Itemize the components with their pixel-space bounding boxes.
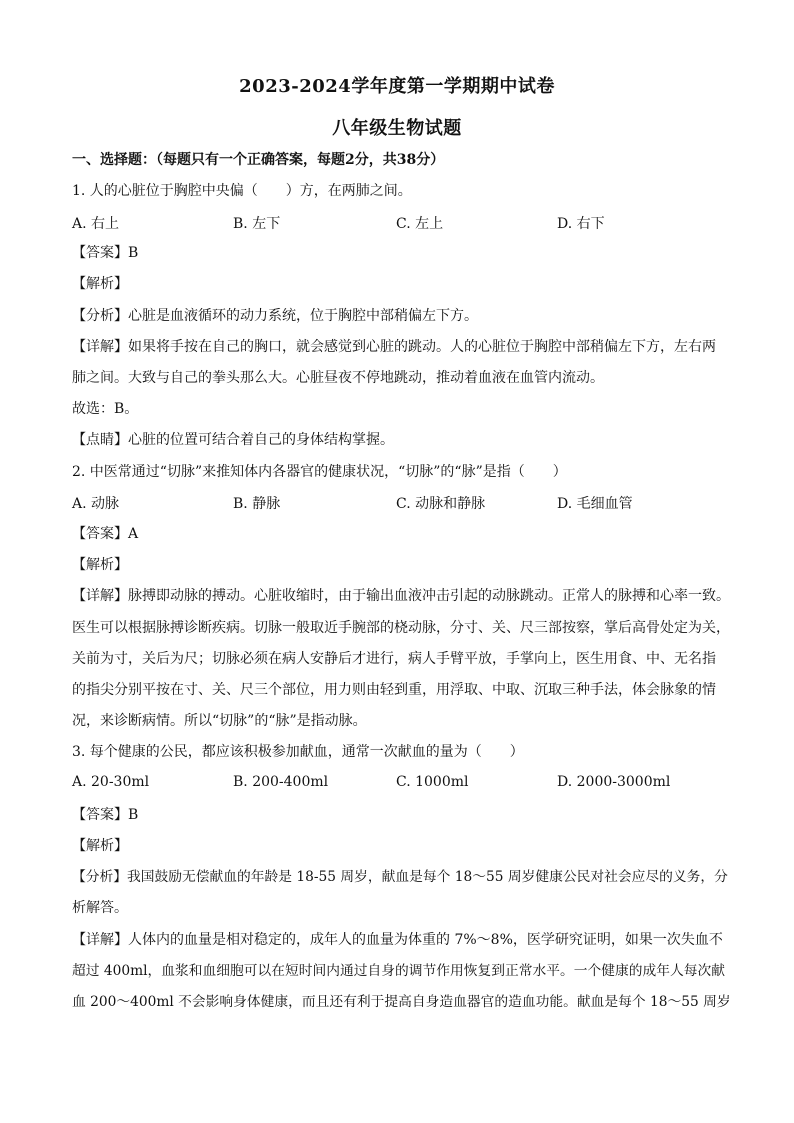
q1-fenxi: 【分析】心脏是血液循环的动力系统，位于胸腔中部稍偏左下方。 — [72, 308, 478, 324]
q3-xiangjie-line: 血 200～400ml 不会影响身体健康，而且还有利于提高自身造血器官的造血功能。献血是每个 18～55 周岁 — [72, 994, 731, 1010]
q2-analysis-label: 【解析】 — [72, 557, 128, 573]
q3-answer: 【答案】B — [72, 807, 139, 823]
q2-stem: 2. 中医常通过“切脉”来推知体内各器官的健康状况，“切脉”的“脉”是指（ ） — [72, 464, 567, 480]
q2-option-d: D. 毛细血管 — [557, 496, 633, 512]
q3-option-d: D. 2000-3000ml — [557, 774, 671, 790]
q3-fenxi-line: 析解答。 — [72, 900, 128, 916]
q3-option-c: C. 1000ml — [396, 774, 469, 790]
q3-analysis-label: 【解析】 — [72, 838, 128, 854]
q2-xiangjie-line: 【详解】脉搏即动脉的搏动。心脏收缩时，由于输出血液冲击引起的动脉跳动。正常人的脉搏和心率一致。 — [72, 588, 730, 604]
q2-xiangjie-line: 的指尖分别平按在寸、关、尺三个部位，用力则由轻到重，用浮取、中取、沉取三种手法，体会脉象的情 — [72, 682, 716, 698]
q2-xiangjie-line: 关前为寸，关后为尺；切脉必须在病人安静后才进行，病人手臂平放，手掌向上，医生用食、中、无名指 — [72, 651, 716, 667]
q1-option-c: C. 左上 — [396, 216, 444, 232]
q1-dianjing: 【点睛】心脏的位置可结合着自己的身体结构掌握。 — [72, 432, 394, 448]
q1-option-d: D. 右下 — [557, 216, 605, 232]
q2-option-c: C. 动脉和静脉 — [396, 496, 486, 512]
q2-xiangjie-line: 况，来诊断病情。所以“切脉”的“脉”是指动脉。 — [72, 713, 367, 729]
q3-stem: 3. 每个健康的公民，都应该积极参加献血，通常一次献血的量为（ ） — [72, 744, 524, 760]
q1-analysis-label: 【解析】 — [72, 276, 128, 292]
q1-xiangjie-line: 肺之间。大致与自己的拳头那么大。心脏昼夜不停地跳动，推动着血液在血管内流动。 — [72, 370, 604, 386]
q2-option-a: A. 动脉 — [72, 496, 120, 512]
q1-option-a: A. 右上 — [72, 216, 120, 232]
q3-fenxi-line: 【分析】我国鼓励无偿献血的年龄是 18-55 周岁，献血是每个 18～55 周岁健康公民对社会应尽的义务，分 — [72, 869, 728, 885]
q2-xiangjie-line: 医生可以根据脉搏诊断疾病。切脉一般取近手腕部的桡动脉，分寸、关、尺三部按察，掌后高骨处定为关， — [72, 620, 730, 636]
section-heading: 一、选择题：（每题只有一个正确答案，每题2分，共38分） — [72, 152, 445, 168]
q3-xiangjie-line: 【详解】人体内的血量是相对稳定的，成年人的血量为体重的 7%～8%，医学研究证明，如果一次失血不 — [72, 932, 723, 948]
q1-conclusion: 故选：B。 — [72, 401, 139, 417]
q3-option-a: A. 20-30ml — [72, 774, 150, 790]
q1-answer: 【答案】B — [72, 245, 139, 261]
q3-option-b: B. 200-400ml — [233, 774, 329, 790]
q1-option-b: B. 左下 — [233, 216, 281, 232]
q2-answer: 【答案】A — [72, 526, 139, 542]
q2-option-b: B. 静脉 — [233, 496, 281, 512]
exam-title: 2023-2024学年度第一学期期中试卷 — [239, 76, 555, 97]
q3-xiangjie-line: 超过 400ml，血浆和血细胞可以在短时间内通过自身的调节作用恢复到正常水平。一个健康的成年人每次献 — [72, 963, 726, 979]
q1-xiangjie-line: 【详解】如果将手按在自己的胸口，就会感觉到心脏的跳动。人的心脏位于胸腔中部稍偏左下方，左右两 — [72, 339, 716, 355]
q1-stem: 1. 人的心脏位于胸腔中央偏（ ）方，在两肺之间。 — [72, 183, 412, 199]
exam-subtitle: 八年级生物试题 — [332, 118, 462, 139]
